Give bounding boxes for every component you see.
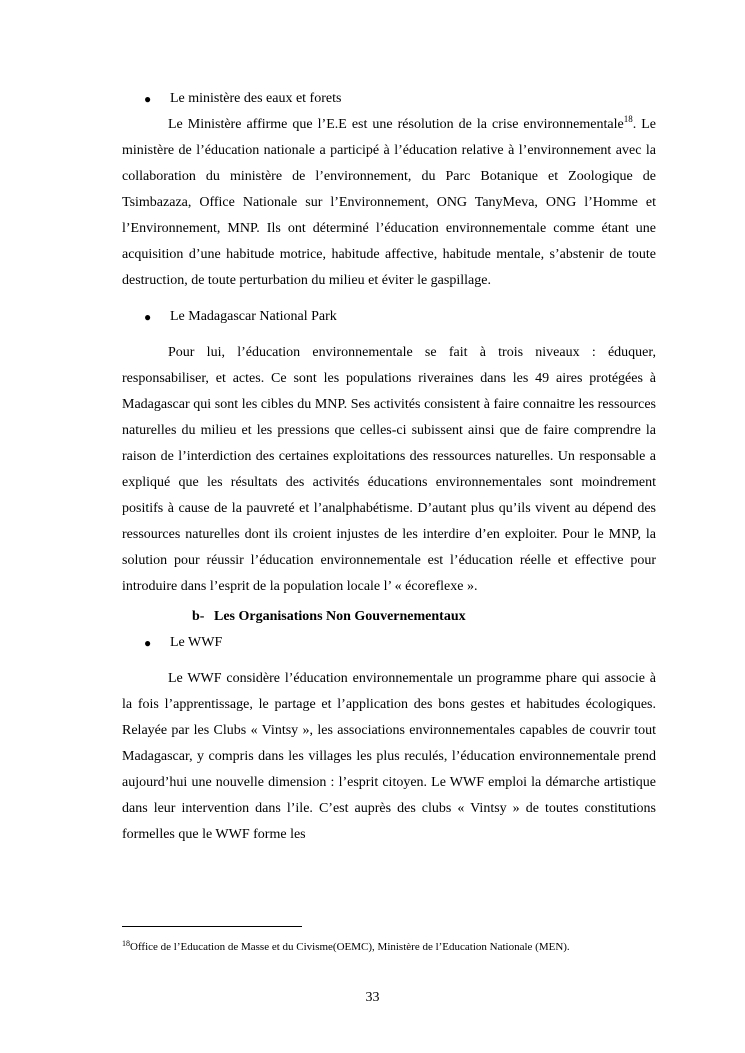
body-text	[122, 86, 656, 848]
bullet-wwf	[122, 630, 656, 656]
section-heading-ong	[122, 604, 656, 630]
bullet-icon: ●	[144, 310, 152, 324]
footnote-reference[interactable]: 18	[623, 114, 633, 124]
footnote-text: Office de l’Education de Masse et du Civisme(OEMC), Ministère de l’Education Nationale (MEN).	[130, 941, 570, 953]
bullet-icon: ●	[144, 636, 152, 650]
bullet-label: Le WWF	[170, 635, 223, 650]
bullet-label: Le ministère des eaux et forets	[170, 91, 342, 106]
paragraph-eaux-forets	[122, 112, 656, 294]
paragraph-wwf: Le WWF considère l’éducation environnementale un programme phare qui associe à la fois l’apprentissage, le partage et l’application des bons gestes et habitudes écologiques. Relayée par les Clubs « Vintsy », les associations environnementales capables de couvrir tout Madagascar, y compris dans les villages les plus reculés, l’éducation environnementale prend aujourd’hui une nouvelle dimension : l’esprit citoyen. Le WWF emploi la démarche artistique dans leur intervention dans l’ile. C’est auprès des clubs « Vintsy » de toutes constitutions formelles que le WWF forme les	[122, 671, 656, 842]
heading-title: Les Organisations Non Gouvernementaux	[214, 609, 466, 624]
heading-number: b-	[192, 609, 205, 624]
paragraph-rest: . Le ministère de l’éducation nationale a participé à l’éducation relative à l’environnement avec la collaboration du ministère de l’environnement, du Parc Botanique et Zoologique de Tsimbazaza, Office Nationale sur l’Environnement, ONG TanyMeva, ONG l’Homme et l’Environnement, MNP. Ils ont déterminé l’éducation environnementale comme étant une acquisition d’une habitude motrice, habitude affective, habitude mentale, s’abstenir de toute destruction, de toute perturbation du milieu et éviter le gaspillage.	[122, 117, 657, 288]
footnote	[122, 940, 662, 954]
page-number: 33	[365, 990, 380, 1005]
paragraph-lead: Le Ministère affirme que l’E.E est une résolution de la crise environnementale	[168, 117, 624, 132]
bullet-eaux-forets	[122, 86, 656, 112]
bullet-label: Le Madagascar National Park	[170, 309, 337, 324]
paragraph-mnp: Pour lui, l’éducation environnementale se fait à trois niveaux : éduquer, responsabiliser, et actes. Ce sont les populations riveraines dans les 49 aires protégées à Madagascar qui sont les cibles du MNP. Ses activités consistent à faire connaitre les ressources naturelles du milieu et les pressions que celles-ci subissent ainsi que de faire comprendre la raison de l’interdiction des certaines exploitations des ressources naturelles. Un responsable a expliqué que les résultats des activités éducations environnementales sont moindrement positifs à cause de la pauvreté et l’analphabétisme. D’autant plus qu’ils vivent au dépend des ressources naturelles dont ils croient injustes de les interdire d’en exploiter. Pour le MNP, la solution pour réussir l’éducation environnementale est l’éducation réelle et effective pour introduire dans l’esprit de la population locale l’ « écoreflexe ».	[122, 345, 656, 594]
bullet-mnp	[122, 304, 656, 330]
footnote-divider	[122, 926, 302, 927]
footnote-number: 18	[122, 939, 130, 948]
bullet-icon: ●	[144, 92, 152, 106]
